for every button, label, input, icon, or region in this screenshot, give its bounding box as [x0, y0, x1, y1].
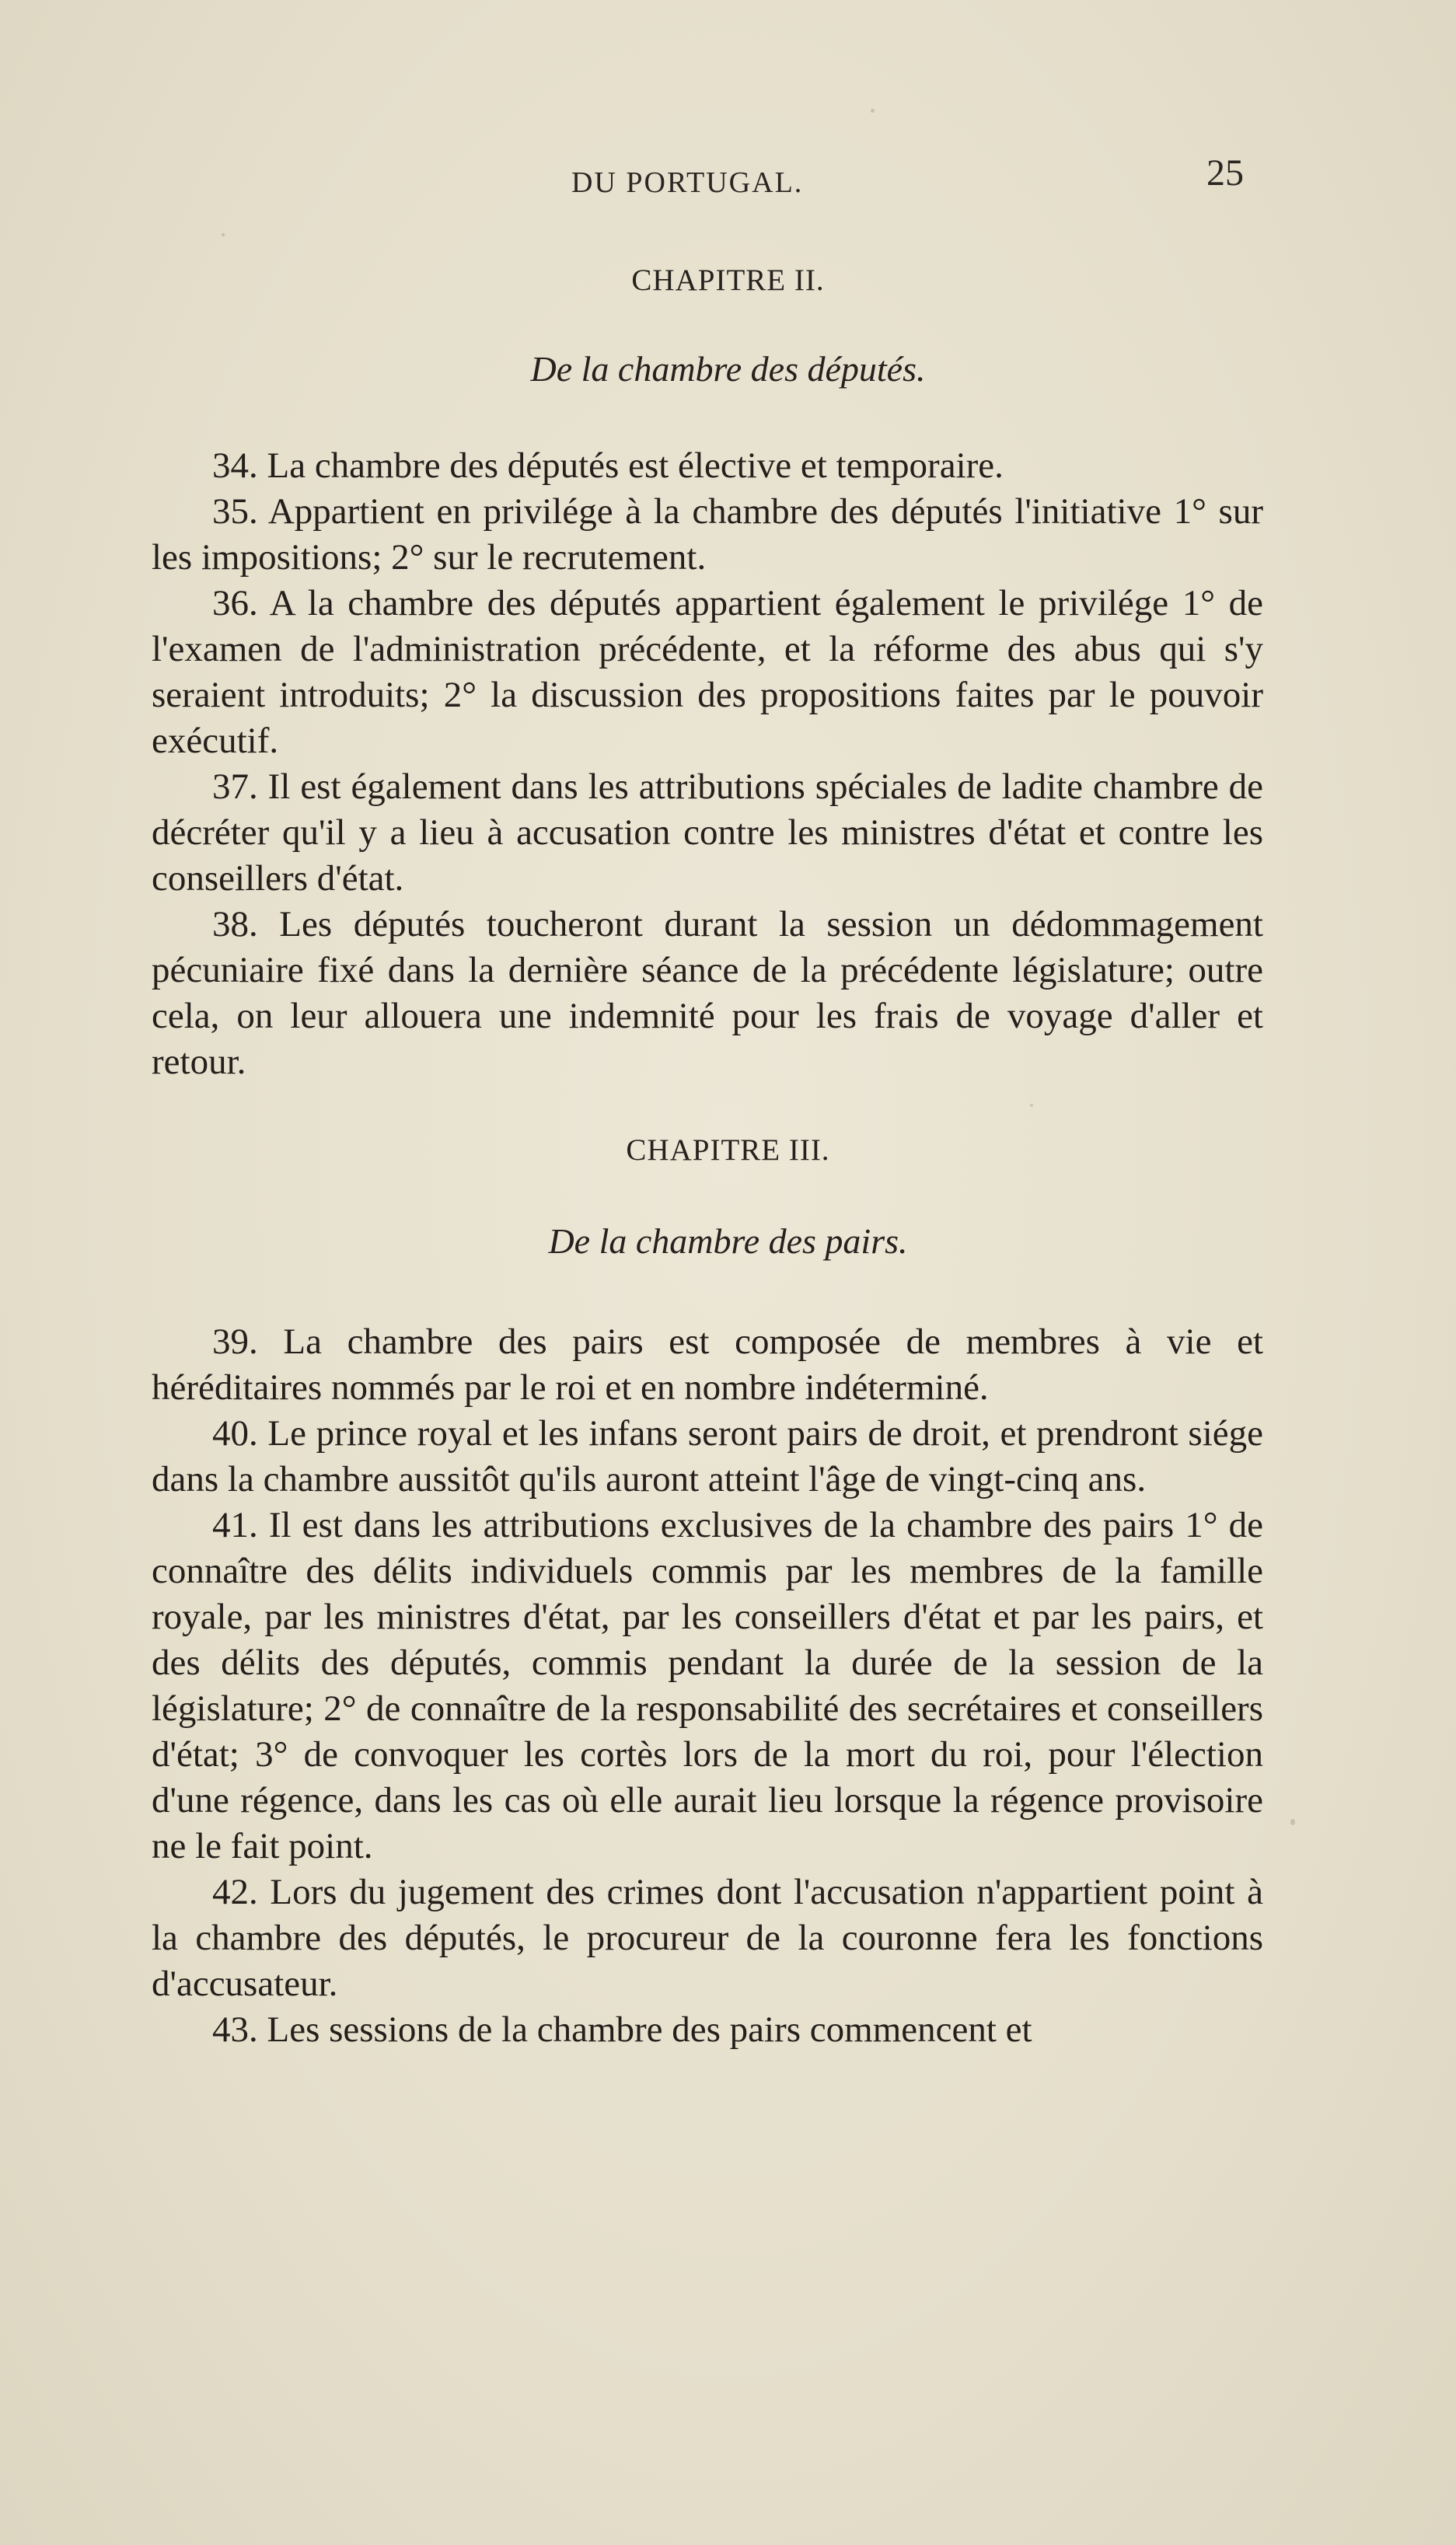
- article-40: 40. Le prince royal et les infans seront pairs de droit, et prendront siége dans la chambre aussitôt qu'ils auront atteint l'âge de vingt-cinq ans.: [152, 1413, 1263, 1499]
- chapter-3-body: [152, 1319, 1263, 2053]
- chapter-2-heading: CHAPITRE II.: [631, 264, 825, 297]
- article-38: 38. Les députés toucheront durant la session un dédommagement pécuniaire fixé dans la dernière séance de la précédente législature; outre cela, on leur allouera une indemnité pour les frais de voyage d'aller et retour.: [152, 904, 1263, 1082]
- article-34: 34. La chambre des députés est élective et temporaire.: [212, 445, 1004, 486]
- article-43: 43. Les sessions de la chambre des pairs commencent et: [212, 2009, 1032, 2050]
- chapter-2-body: [152, 443, 1263, 1085]
- chapter-2-subtitle: De la chambre des députés.: [530, 349, 926, 389]
- article-42: 42. Lors du jugement des crimes dont l'accusation n'appartient point à la chambre des députés, le procureur de la couronne fera les fonctions d'accusateur.: [152, 1872, 1263, 2004]
- article-41: 41. Il est dans les attributions exclusives de la chambre des pairs 1° de connaître des délits individuels commis par les membres de la famille royale, par les ministres d'état, par les conseillers d'état et par les pairs, et des délits des députés, commis pendant la durée de la session de la législature; 2° de connaître de la responsabilité des secrétaires et conseillers d'état; 3° de convoquer les cortès lors de la mort du roi, pour l'élection d'une régence, dans les cas où elle aurait lieu lorsque la régence provisoire ne le fait point.: [152, 1505, 1263, 1866]
- article-35: 35. Appartient en privilége à la chambre des députés l'initiative 1° sur les impositions; 2° sur le recrutement.: [152, 491, 1263, 578]
- article-37: 37. Il est également dans les attributions spéciales de ladite chambre de décréter qu'il y a lieu à accusation contre les ministres d'état et contre les conseillers d'état.: [152, 766, 1263, 899]
- running-head-title: DU PORTUGAL.: [571, 166, 804, 199]
- article-36: 36. A la chambre des députés appartient également le privilége 1° de l'examen de l'administration précédente, et la réforme des abus qui s'y seraient introduits; 2° la discussion des propositions faites par le pouvoir exécutif.: [152, 583, 1263, 761]
- running-head: [0, 152, 1456, 206]
- page-number: 25: [1206, 152, 1244, 194]
- article-39: 39. La chambre des pairs est composée de membres à vie et héréditaires nommés par le roi et en nombre indéterminé.: [152, 1321, 1263, 1408]
- chapter-3-heading: CHAPITRE III.: [626, 1133, 830, 1167]
- chapter-3-subtitle: De la chambre des pairs.: [548, 1221, 908, 1261]
